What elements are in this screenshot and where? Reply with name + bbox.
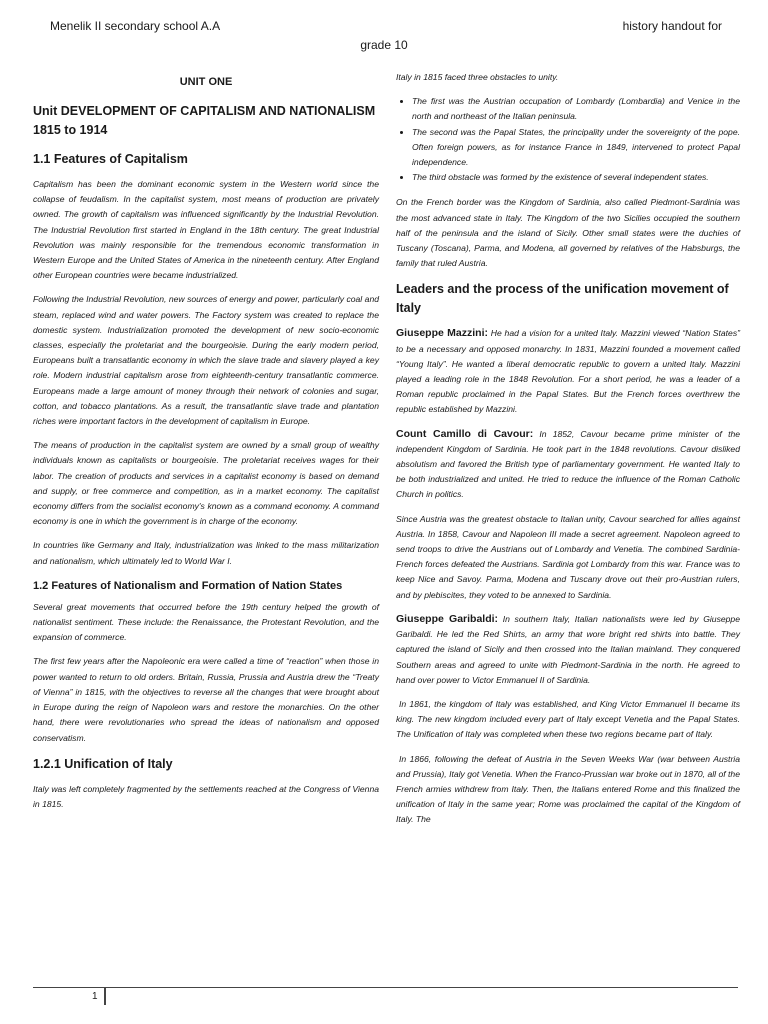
paragraph-cavour [396,427,740,503]
cavour-lead: Count Camillo di Cavour: [396,427,534,440]
header-grade: grade 10 [360,38,408,52]
garibaldi-lead: Giuseppe Garibaldi: [396,612,499,625]
list-item: • The third obstacle was formed by the existence of several independent states. [412,170,740,185]
paragraph: Following the Industrial Revolution, new sources of energy and power, particularly coal and steam, replaced wind and water powers. The Factory system was created to replace the domestic system. Industrialization promoted the development of new socio-economic classes, especially the proletariat and the bourgeoisie. During the early modern period, Europeans built a transatlantic economy in which the slave trade and slavery played a key role. Modern industrial capitalism arose from eighteenth-century transatlantic commerce. Europeans made a large amount of money through their network of colonies and sugar, cotton, and tobacco plantations. As a result, the transatlantic slave trade and plantation riches were important factors in the development of capitalism in Europe. [33,294,379,427]
unit-heading: Unit DEVELOPMENT OF CAPITALISM AND NATIONALISM 1815 to 1914 [33,104,376,137]
leaders-heading: Leaders and the process of the unification movement of Italy [396,282,729,316]
paragraph: In 1866, following the defeat of Austria in the Seven Weeks War (war between Austria and Prussia), Italy got Venetia. When the Franco-Prussian war broke out in 1870, all of the French armies withdrew from Italy. Then, the Italians entered Rome and this finalized the unification of Italy in the same year; Rome was proclaimed the capital of the Kingdom of Italy. The [396,753,740,825]
paragraph: Italy was left completely fragmented by the settlements reached at the Congress of Vienna in 1815. [33,783,379,809]
header-subject: history handout for [622,19,722,33]
paragraph: Since Austria was the greatest obstacle to Italian unity, Cavour searched for allies against Austria. In 1858, Cavour and Napoleon III made a secret agreement. Napoleon agreed to send troops to drive the Austrians out of Lombardy and Venetia. The combined Sardinia-French forces defeated the Austrians. Sardinia got Lombardy from this war. France was to keep Nice and Savoy. Parma, Modena and Tuscany drove out their pro-Austrian rulers, and by plebiscites, they voted to be annexed to Sardinia. [396,513,740,600]
header-school: Menelik II secondary school A.A [50,19,221,33]
section-1-1-heading: 1.1 Features of Capitalism [33,152,188,166]
section-1-2-heading: 1.2 Features of Nationalism and Formation of Nation States [33,579,343,592]
paragraph: In 1861, the kingdom of Italy was established, and King Victor Emmanuel II became its king. The new kingdom included every part of Italy except Venetia and the Papal States. The Unification of Italy was completed when these two regions became part of Italy. [396,698,740,740]
paragraph: The first few years after the Napoleonic era were called a time of “reaction” when those in power wanted to return to old orders. Britain, Russia, Prussia and Austria drew the “Treaty of Vienna” in 1815, with the objectives to reverse all the changes that were brought about in Europe during the reign of Napoleon wars and restore the monarchies. On the other hand, there were revolutionaries who spread the ideas of nationalism and opposed conservatism. [33,656,379,743]
left-column [33,70,379,821]
garibaldi-text: In southern Italy, Italian nationalists were led by Giuseppe Garibaldi. He led the Red Shirts, an army that wore bright red shirts into battle. They captured the island of Sicily and then crossed into the Italian mainland. They conquered Southern areas and agreed to unite with Piedmont-Sardinia in the north. He agreed to hand over power to Victor Emmanuel II of Sardinia. [396,613,740,685]
paragraph: Italy in 1815 faced three obstacles to unity. [396,72,559,82]
right-column [396,70,740,837]
footer-divider [33,987,738,988]
paragraph-garibaldi [396,612,740,688]
paragraph: On the French border was the Kingdom of Sardinia, also called Piedmont-Sardinia was the most advanced state in Italy. The Kingdom of the two Sicilies occupied the southern half of the peninsula and the island of Sicily. Other small states were the duchies of Tuscany (Toscana), Parma, and Modena, all governed by relatives of the Habsburgs, the family that ruled Austria. [396,197,740,269]
page-number: 1 [92,991,98,1002]
section-1-2-1-heading: 1.2.1 Unification of Italy [33,756,173,771]
mazzini-lead: Giuseppe Mazzini: [396,327,488,340]
paragraph: Several great movements that occurred before the 19th century helped the growth of nationalist sentiment. These include: the Renaissance, the Protestant Revolution, and the expansion of commerce. [33,601,379,643]
mazzini-text: He had a vision for a united Italy. Mazzini viewed “Nation States” to be a necessary and opposed monarchy. In 1831, Mazzini founded a movement called “Young Italy”. He wanted a liberal democratic republic to govern a united Italy. Mazzini played a leading role in the 1848 Revolution. For a short period, he was a leader of a Roman republic proclaimed in the Papal States. But the French forces overthrew the republic established by Mazzini. [396,328,740,415]
list-item: • The first was the Austrian occupation of Lombardy (Lombardia) and Venice in the north and northeast of the Italian peninsula. [412,94,740,124]
cavour-text: In 1852, Cavour became prime minister of the independent Kingdom of Sardinia. He took part in the 1848 revolutions. Cavour disliked absolutism and favored the British type of parliamentary government. He wanted Italy to be both industrialized and united. He tried to reduce the influence of the Roman Catholic Church in politics. [396,428,741,500]
footer-bar [104,987,106,1005]
paragraph: Capitalism has been the dominant economic system in the Western world since the collapse of feudalism. In the capitalist system, most means of production are privately owned. The growth of capitalism was influenced significantly by the Industrial Revolution. The Industrial Revolution first started in England in the 18th century. The great Industrial Revolution was mainly responsible for the tremendous economic transformation in Western Europe and the United States of America in the nineteenth century. After England other European countries were became industrialized. [33,179,379,281]
paragraph-mazzini [396,326,740,417]
paragraph: In countries like Germany and Italy, industrialization was linked to the mass militarization and nationalism, which ultimately led to World War I. [33,540,379,566]
obstacles-list [396,94,740,185]
unit-title: UNIT ONE [179,76,233,88]
list-item: • The second was the Papal States, the principality under the sovereignty of the pope. Often foreign powers, as for instance France in 1849, intervened to protect Papal independence. [412,125,740,171]
paragraph: The means of production in the capitalist system are owned by a small group of wealthy individuals known as capitalists or bourgeoisie. The proletariat receives wages for their labor. The creation of products and services in a capitalist economy is based on demand and supply, or free commerce and competition, as in a market economy. The capitalist economy differs from the socialist economy's known as a command economy. A command economy is one in which the government is in charge of the economy. [33,440,379,527]
